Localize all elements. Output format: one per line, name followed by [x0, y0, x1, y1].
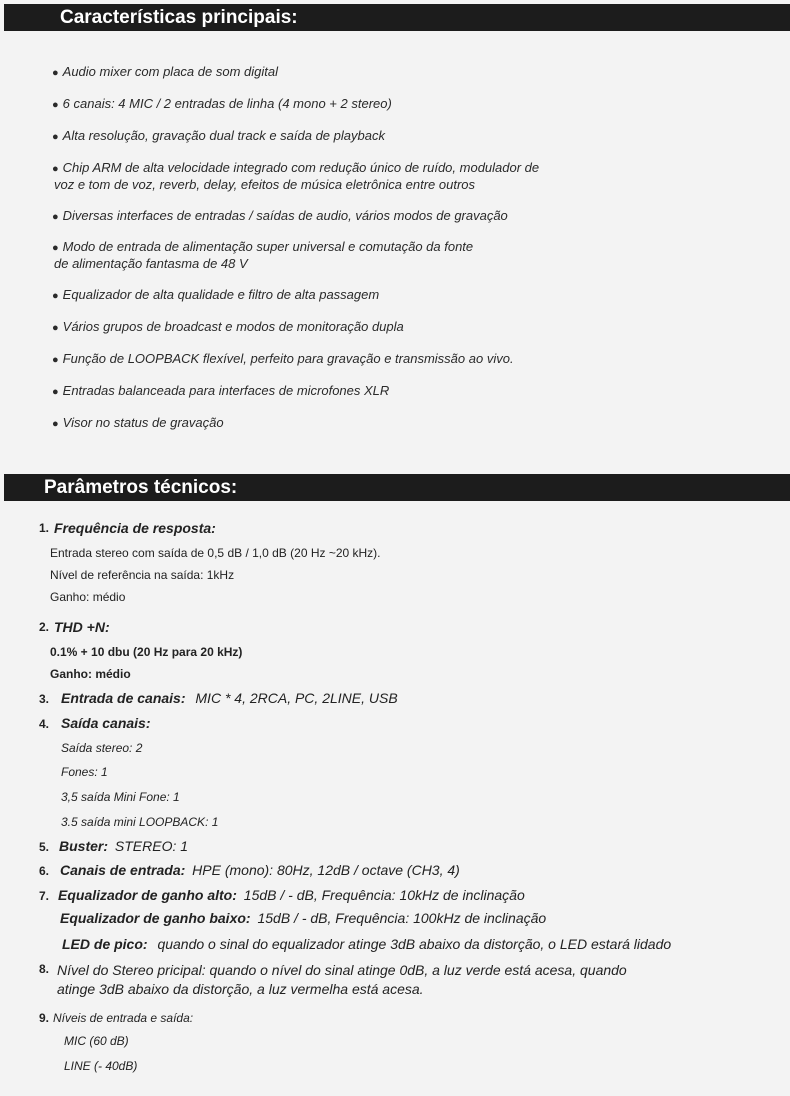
- param-9-number: 9.: [39, 1011, 50, 1025]
- bullet-icon: ●: [52, 67, 59, 79]
- param-8-line-2: atinge 3dB abaixo da distorção, a luz vermelha está acesa.: [57, 981, 424, 997]
- bullet-icon: ●: [52, 131, 59, 143]
- feature-item: [52, 96, 392, 113]
- param-2-line-1: 0.1% + 10 dbu (20 Hz para 20 kHz): [50, 645, 243, 659]
- feature-item: [52, 239, 473, 272]
- feature-item-text: Alta resolução, gravação dual track e saída de playback: [62, 128, 385, 143]
- feature-item-line: [52, 64, 278, 81]
- param-7-value-2: 15dB / - dB, Frequência: 100kHz de inclinação: [257, 910, 547, 926]
- param-6-label: Canais de entrada:: [60, 862, 186, 878]
- param-2-label: THD +N:: [54, 619, 110, 635]
- param-4-line-3: 3,5 saída Mini Fone: 1: [61, 790, 180, 804]
- feature-item-line: [52, 160, 539, 177]
- feature-item-text: Diversas interfaces de entradas / saídas de audio, vários modos de gravação: [62, 208, 508, 223]
- features-title: Características principais:: [60, 7, 298, 28]
- bullet-icon: ●: [52, 322, 59, 334]
- bullet-icon: ●: [52, 99, 59, 111]
- feature-item-text: Chip ARM de alta velocidade integrado com redução único de ruído, modulador de: [62, 160, 540, 175]
- feature-item-line: [54, 177, 539, 193]
- param-4-line-2: Fones: 1: [61, 765, 108, 779]
- feature-item-text: 6 canais: 4 MIC / 2 entradas de linha (4 mono + 2 stereo): [62, 96, 392, 111]
- feature-item: [52, 287, 379, 304]
- param-8-line-1: Nível do Stereo pricipal: quando o nível do sinal atinge 0dB, a luz verde está acesa, quando: [57, 962, 627, 978]
- feature-item-text: Audio mixer com placa de som digital: [62, 64, 278, 79]
- feature-item: [52, 128, 385, 145]
- param-2-line-2: Ganho: médio: [50, 667, 131, 681]
- features-header: [4, 4, 790, 31]
- param-1-line-3: Ganho: médio: [50, 590, 126, 604]
- feature-item-line: [52, 383, 389, 400]
- params-title: Parâmetros técnicos:: [44, 477, 238, 498]
- param-3-number: 3.: [39, 692, 50, 706]
- param-4-number: 4.: [39, 717, 50, 731]
- params-header: [4, 474, 790, 501]
- feature-item-line: [52, 208, 508, 225]
- feature-item-line: [52, 96, 392, 113]
- param-4-line-1: Saída stereo: 2: [61, 741, 143, 755]
- bullet-icon: ●: [52, 242, 59, 254]
- param-1-number: 1.: [39, 521, 50, 535]
- bullet-icon: ●: [52, 211, 59, 223]
- param-6-row: [60, 862, 460, 878]
- param-7-label-2: Equalizador de ganho baixo:: [60, 910, 251, 926]
- feature-item: [52, 160, 539, 193]
- param-6-value: HPE (mono): 80Hz, 12dB / octave (CH3, 4): [192, 862, 460, 878]
- bullet-icon: ●: [52, 163, 59, 175]
- feature-item: [52, 319, 404, 336]
- param-7-row-2: [60, 910, 546, 926]
- feature-item-text: de alimentação fantasma de 48 V: [54, 256, 248, 271]
- feature-item: [52, 383, 389, 400]
- param-4-line-4: 3.5 saída mini LOOPBACK: 1: [61, 815, 219, 829]
- param-7-row-3: [62, 936, 671, 952]
- param-2-number: 2.: [39, 620, 50, 634]
- bullet-icon: ●: [52, 354, 59, 366]
- param-7-value-1: 15dB / - dB, Frequência: 10kHz de inclinação: [243, 887, 525, 903]
- feature-item-text: Modo de entrada de alimentação super universal e comutação da fonte: [62, 239, 474, 254]
- param-7-row-1: [58, 887, 525, 903]
- feature-item-text: Entradas balanceada para interfaces de microfones XLR: [62, 383, 390, 398]
- feature-item-line: [54, 256, 473, 272]
- param-7-label-1: Equalizador de ganho alto:: [58, 887, 237, 903]
- feature-item-text: Visor no status de gravação: [62, 415, 224, 430]
- param-5-row: [59, 838, 188, 854]
- feature-item: [52, 351, 514, 368]
- param-8-number: 8.: [39, 962, 50, 976]
- feature-item-line: [52, 287, 379, 304]
- feature-item-line: [52, 351, 514, 368]
- param-1-label: Frequência de resposta:: [54, 520, 216, 536]
- feature-item-line: [52, 415, 224, 432]
- feature-item-line: [52, 319, 404, 336]
- param-3-label: Entrada de canais:: [61, 690, 186, 706]
- feature-item-text: Vários grupos de broadcast e modos de monitoração dupla: [62, 319, 404, 334]
- param-5-value: STEREO: 1: [114, 838, 189, 854]
- param-7-number: 7.: [39, 889, 50, 903]
- bullet-icon: ●: [52, 386, 59, 398]
- param-6-number: 6.: [39, 864, 50, 878]
- param-7-value-3: quando o sinal do equalizador atinge 3dB abaixo da distorção, o LED estará lidado: [157, 936, 672, 952]
- param-7-label-3: LED de pico:: [62, 936, 148, 952]
- feature-item: [52, 208, 508, 225]
- bullet-icon: ●: [52, 290, 59, 302]
- param-9-label: Níveis de entrada e saída:: [53, 1011, 194, 1025]
- param-9-line-2: LINE (- 40dB): [64, 1059, 138, 1073]
- param-1-line-2: Nível de referência na saída: 1kHz: [50, 568, 235, 582]
- feature-item-line: [52, 239, 473, 256]
- param-9-line-1: MIC (60 dB): [64, 1034, 129, 1048]
- param-5-label: Buster:: [59, 838, 109, 854]
- feature-item-line: [52, 128, 385, 145]
- param-1-line-1: Entrada stereo com saída de 0,5 dB / 1,0 dB (20 Hz ~20 kHz).: [50, 546, 381, 560]
- bullet-icon: ●: [52, 418, 59, 430]
- param-5-number: 5.: [39, 840, 50, 854]
- param-3-row: [61, 690, 398, 706]
- feature-item-text: Função de LOOPBACK flexível, perfeito para gravação e transmissão ao vivo.: [62, 351, 514, 366]
- feature-item-text: Equalizador de alta qualidade e filtro de alta passagem: [62, 287, 380, 302]
- feature-item: [52, 64, 278, 81]
- feature-item-text: voz e tom de voz, reverb, delay, efeitos de música eletrônica entre outros: [54, 177, 476, 192]
- param-3-value: MIC * 4, 2RCA, PC, 2LINE, USB: [195, 690, 398, 706]
- param-4-label: Saída canais:: [61, 715, 151, 731]
- feature-item: [52, 415, 224, 432]
